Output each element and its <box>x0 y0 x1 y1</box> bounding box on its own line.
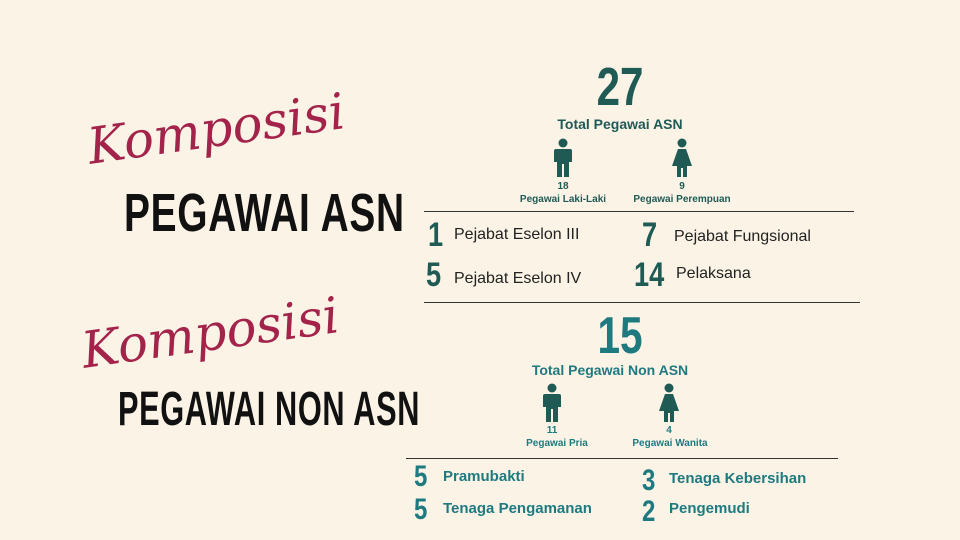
non-asn-female-count: 4 <box>666 425 672 436</box>
asn-top-divider <box>424 211 854 212</box>
non-asn-stat-label: Tenaga Pengamanan <box>443 500 592 517</box>
non-asn-male-label: Pegawai Pria <box>526 438 588 449</box>
asn-stat-number: 1 <box>428 216 444 254</box>
asn-stat-label: Pejabat Eselon IV <box>454 270 582 287</box>
asn-stat-number: 5 <box>426 256 442 294</box>
asn-stat-label: Pejabat Fungsional <box>674 228 811 245</box>
asn-script-title: Komposisi <box>83 82 349 176</box>
asn-female-label: Pegawai Perempuan <box>633 194 731 205</box>
female-person-icon <box>658 383 680 423</box>
non-asn-total-label: Total Pegawai Non ASN <box>531 362 689 378</box>
asn-bottom-divider <box>424 302 860 303</box>
non-asn-stat-label: Pramubakti <box>443 468 525 485</box>
asn-stat-number: 14 <box>634 256 665 294</box>
non-asn-total-number: 15 <box>597 307 643 365</box>
asn-total-number: 27 <box>596 57 644 117</box>
asn-stat-label: Pejabat Eselon III <box>454 226 580 243</box>
female-person-icon <box>671 138 693 178</box>
non-asn-heading: PEGAWAI NON ASN <box>118 383 421 436</box>
non-asn-stat-label: Tenaga Kebersihan <box>669 470 807 487</box>
non-asn-stat-number: 3 <box>642 464 656 497</box>
non-asn-stat-number: 2 <box>642 495 656 528</box>
asn-stat-label: Pelaksana <box>676 265 751 282</box>
asn-female-count: 9 <box>679 181 685 192</box>
asn-male-count: 18 <box>557 181 569 192</box>
male-person-icon <box>552 138 574 178</box>
asn-heading: PEGAWAI ASN <box>124 183 405 243</box>
non-asn-male-count: 11 <box>546 425 558 436</box>
asn-male-label: Pegawai Laki-Laki <box>519 194 607 205</box>
non-asn-script-title: Komposisi <box>77 286 343 380</box>
male-person-icon <box>541 383 563 423</box>
non-asn-stat-number: 5 <box>414 460 428 493</box>
non-asn-female-label: Pegawai Wanita <box>632 438 708 449</box>
asn-total-label: Total Pegawai ASN <box>557 116 683 132</box>
asn-stat-number: 7 <box>642 216 658 254</box>
non-asn-stat-label: Pengemudi <box>669 500 750 517</box>
non-asn-stat-number: 5 <box>414 493 428 526</box>
non-asn-divider <box>406 458 838 459</box>
